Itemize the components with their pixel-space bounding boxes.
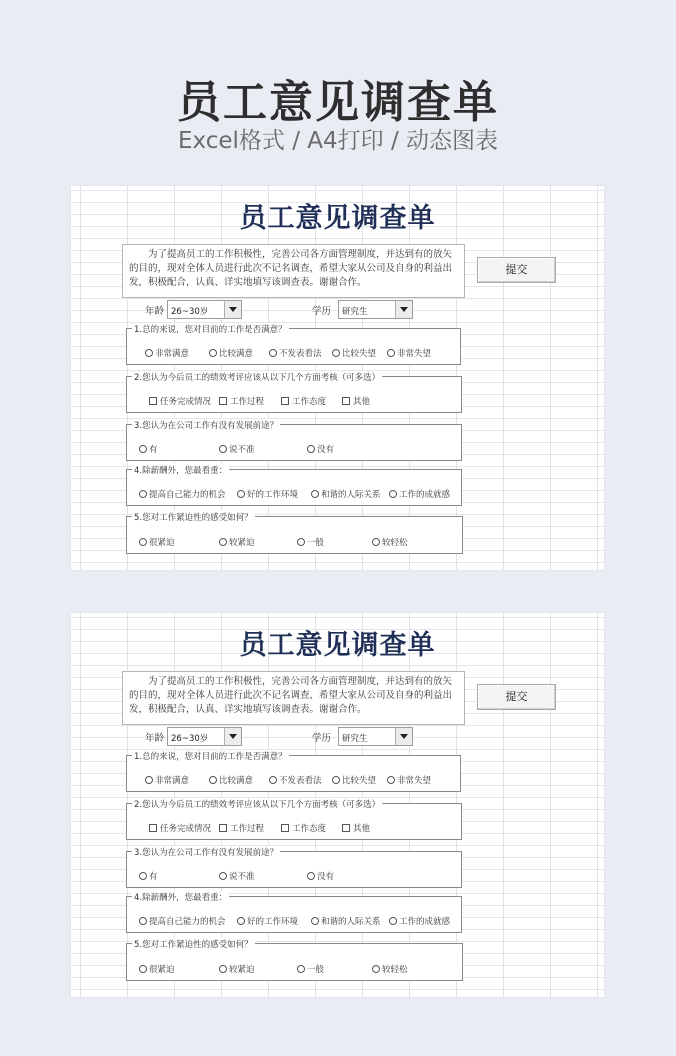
option-label: 非常失望 (397, 776, 432, 786)
radio-icon[interactable] (311, 490, 319, 498)
option-label: 任务完成情况 (160, 824, 212, 834)
radio-icon[interactable] (389, 917, 397, 925)
option-label: 说不准 (229, 445, 255, 455)
question-2-label: 2.您认为今后员工的绩效考评应该从以下几个方面考核（可多选） (134, 800, 381, 810)
option-label: 较紧迫 (229, 538, 255, 548)
education-select[interactable] (338, 300, 413, 319)
option-label: 较轻松 (382, 538, 408, 548)
option-label: 一般 (307, 538, 325, 548)
option-label: 不发表看法 (279, 776, 322, 786)
q4-option-3[interactable] (311, 488, 381, 500)
q3-option-2[interactable] (219, 870, 255, 882)
q2-option-1[interactable] (149, 822, 211, 834)
question-3-group (126, 848, 462, 888)
q5-option-3[interactable] (297, 963, 324, 975)
chevron-down-icon[interactable] (395, 728, 412, 745)
option-label: 较紧迫 (229, 965, 255, 975)
option-label: 非常失望 (397, 349, 432, 359)
q1-option-2[interactable] (209, 774, 253, 786)
education-select-value: 研究生 (342, 307, 368, 317)
q1-option-4[interactable] (332, 774, 376, 786)
option-label: 和谐的人际关系 (321, 490, 381, 500)
option-label: 提高自己能力的机会 (149, 917, 226, 927)
option-label: 工作态度 (292, 397, 327, 407)
option-label: 工作的成就感 (399, 490, 451, 500)
option-label: 没有 (317, 445, 335, 455)
checkbox-icon[interactable] (219, 824, 227, 832)
q1-option-4[interactable] (332, 347, 376, 359)
radio-icon[interactable] (389, 490, 397, 498)
radio-icon[interactable] (139, 445, 147, 453)
question-4-group (126, 893, 462, 933)
question-2-group (126, 373, 462, 413)
option-label: 工作态度 (292, 824, 327, 834)
q2-option-4[interactable] (342, 822, 370, 834)
q2-option-3[interactable] (281, 395, 326, 407)
option-label: 好的工作环境 (247, 490, 299, 500)
q2-option-4[interactable] (342, 395, 370, 407)
question-5-group (126, 513, 463, 554)
q3-option-1[interactable] (139, 443, 158, 455)
option-label: 工作的成就感 (399, 917, 451, 927)
option-label: 很紧迫 (149, 965, 175, 975)
q5-option-1[interactable] (139, 963, 175, 975)
q2-option-2[interactable] (219, 395, 264, 407)
question-1-group (126, 752, 461, 792)
q1-option-2[interactable] (209, 347, 253, 359)
q1-option-1[interactable] (145, 347, 189, 359)
radio-icon[interactable] (139, 872, 147, 880)
radio-icon[interactable] (139, 538, 147, 546)
question-5-label: 5.您对工作紧迫性的感受如何？ (134, 513, 253, 523)
option-label: 一般 (307, 965, 325, 975)
option-label: 工作过程 (230, 397, 265, 407)
radio-icon[interactable] (219, 872, 227, 880)
q3-option-1[interactable] (139, 870, 158, 882)
radio-icon[interactable] (209, 776, 217, 784)
q3-option-3[interactable] (307, 443, 334, 455)
question-3-label: 3.您认为在公司工作有没有发展前途？ (134, 421, 279, 431)
form-title: 员工意见调查单 (239, 203, 436, 234)
chevron-down-icon[interactable] (224, 301, 241, 318)
intro-textbox: 为了提高员工的工作积极性，完善公司各方面管理制度，并达到有的放矢的目的，现对全体人员进行此次不记名调查，希望大家从公司及自身的利益出发，积极配合，认真、详实地填写该调查表。谢谢合作。 (122, 671, 465, 725)
question-4-label: 4.除薪酬外，您最看重： (134, 466, 228, 476)
question-3-label: 3.您认为在公司工作有没有发展前途？ (134, 848, 279, 858)
spreadsheet-preview-1 (71, 186, 604, 570)
age-select-value: 26~30岁 (171, 307, 209, 317)
option-label: 较轻松 (382, 965, 408, 975)
radio-icon[interactable] (145, 776, 153, 784)
question-1-label: 1.总的来说，您对目前的工作是否满意？ (134, 325, 287, 335)
q5-option-2[interactable] (219, 536, 255, 548)
radio-icon[interactable] (297, 965, 305, 973)
radio-icon[interactable] (387, 349, 395, 357)
radio-icon[interactable] (139, 917, 147, 925)
radio-icon[interactable] (297, 538, 305, 546)
checkbox-icon[interactable] (219, 397, 227, 405)
radio-icon[interactable] (269, 349, 277, 357)
option-label: 其他 (353, 824, 371, 834)
chevron-down-icon[interactable] (395, 301, 412, 318)
radio-icon[interactable] (387, 776, 395, 784)
q4-option-4[interactable] (389, 488, 450, 500)
q1-option-1[interactable] (145, 774, 189, 786)
radio-icon[interactable] (209, 349, 217, 357)
radio-icon[interactable] (372, 538, 380, 546)
radio-icon[interactable] (237, 490, 245, 498)
radio-icon[interactable] (307, 445, 315, 453)
q4-option-3[interactable] (311, 915, 381, 927)
checkbox-icon[interactable] (149, 824, 157, 832)
option-label: 好的工作环境 (247, 917, 299, 927)
q3-option-3[interactable] (307, 870, 334, 882)
radio-icon[interactable] (307, 872, 315, 880)
checkbox-icon[interactable] (281, 397, 289, 405)
question-1-label: 1.总的来说，您对目前的工作是否满意？ (134, 752, 287, 762)
form-title: 员工意见调查单 (239, 630, 436, 661)
q2-option-3[interactable] (281, 822, 326, 834)
option-label: 不发表看法 (279, 349, 322, 359)
age-select[interactable] (167, 727, 242, 746)
checkbox-icon[interactable] (281, 824, 289, 832)
q5-option-4[interactable] (372, 536, 408, 548)
chevron-down-icon[interactable] (224, 728, 241, 745)
option-label: 说不准 (229, 872, 255, 882)
education-select-value: 研究生 (342, 734, 368, 744)
education-label: 学历 (312, 306, 332, 317)
intro-textbox: 为了提高员工的工作积极性，完善公司各方面管理制度，并达到有的放矢的目的，现对全体人员进行此次不记名调查，希望大家从公司及自身的利益出发，积极配合，认真、详实地填写该调查表。谢谢合作。 (122, 244, 465, 298)
option-label: 比较失望 (342, 349, 377, 359)
question-1-group (126, 325, 461, 365)
question-4-group (126, 466, 462, 506)
question-4-label: 4.除薪酬外，您最看重： (134, 893, 228, 903)
submit-button[interactable]: 提交 (477, 684, 556, 710)
page-title: 员工意见调查单 (177, 77, 499, 128)
question-2-label: 2.您认为今后员工的绩效考评应该从以下几个方面考核（可多选） (134, 373, 381, 383)
age-select-value: 26~30岁 (171, 734, 209, 744)
question-2-group (126, 800, 462, 840)
q5-option-1[interactable] (139, 536, 175, 548)
option-label: 比较满意 (219, 776, 254, 786)
option-label: 没有 (317, 872, 335, 882)
question-3-group (126, 421, 462, 461)
q4-option-1[interactable] (139, 915, 226, 927)
radio-icon[interactable] (219, 965, 227, 973)
radio-icon[interactable] (139, 490, 147, 498)
option-label: 比较失望 (342, 776, 377, 786)
radio-icon[interactable] (219, 538, 227, 546)
q4-option-4[interactable] (389, 915, 450, 927)
q4-option-1[interactable] (139, 488, 226, 500)
age-label: 年龄 (145, 306, 165, 317)
radio-icon[interactable] (139, 965, 147, 973)
option-label: 比较满意 (219, 349, 254, 359)
option-label: 其他 (353, 397, 371, 407)
question-5-label: 5.您对工作紧迫性的感受如何？ (134, 940, 253, 950)
option-label: 提高自己能力的机会 (149, 490, 226, 500)
radio-icon[interactable] (311, 917, 319, 925)
q4-option-2[interactable] (237, 488, 298, 500)
option-label: 有 (149, 872, 158, 882)
radio-icon[interactable] (145, 349, 153, 357)
option-label: 有 (149, 445, 158, 455)
option-label: 任务完成情况 (160, 397, 212, 407)
q2-option-2[interactable] (219, 822, 264, 834)
age-select[interactable] (167, 300, 242, 319)
radio-icon[interactable] (219, 445, 227, 453)
q5-option-3[interactable] (297, 536, 324, 548)
option-label: 很紧迫 (149, 538, 175, 548)
q5-option-2[interactable] (219, 963, 255, 975)
spreadsheet-preview-2 (71, 613, 604, 997)
checkbox-icon[interactable] (342, 824, 350, 832)
radio-icon[interactable] (237, 917, 245, 925)
radio-icon[interactable] (332, 349, 340, 357)
option-label: 和谐的人际关系 (321, 917, 381, 927)
education-label: 学历 (312, 733, 332, 744)
q1-option-5[interactable] (387, 774, 431, 786)
page-subtitle: Excel格式 / A4打印 / 动态图表 (177, 128, 499, 154)
q1-option-3[interactable] (269, 347, 322, 359)
submit-button[interactable]: 提交 (477, 257, 556, 283)
q1-option-3[interactable] (269, 774, 322, 786)
radio-icon[interactable] (372, 965, 380, 973)
q2-option-1[interactable] (149, 395, 211, 407)
option-label: 工作过程 (230, 824, 265, 834)
checkbox-icon[interactable] (149, 397, 157, 405)
q3-option-2[interactable] (219, 443, 255, 455)
q5-option-4[interactable] (372, 963, 408, 975)
q1-option-5[interactable] (387, 347, 431, 359)
radio-icon[interactable] (269, 776, 277, 784)
education-select[interactable] (338, 727, 413, 746)
checkbox-icon[interactable] (342, 397, 350, 405)
radio-icon[interactable] (332, 776, 340, 784)
age-label: 年龄 (145, 733, 165, 744)
option-label: 非常满意 (155, 349, 190, 359)
option-label: 非常满意 (155, 776, 190, 786)
q4-option-2[interactable] (237, 915, 298, 927)
question-5-group (126, 940, 463, 981)
